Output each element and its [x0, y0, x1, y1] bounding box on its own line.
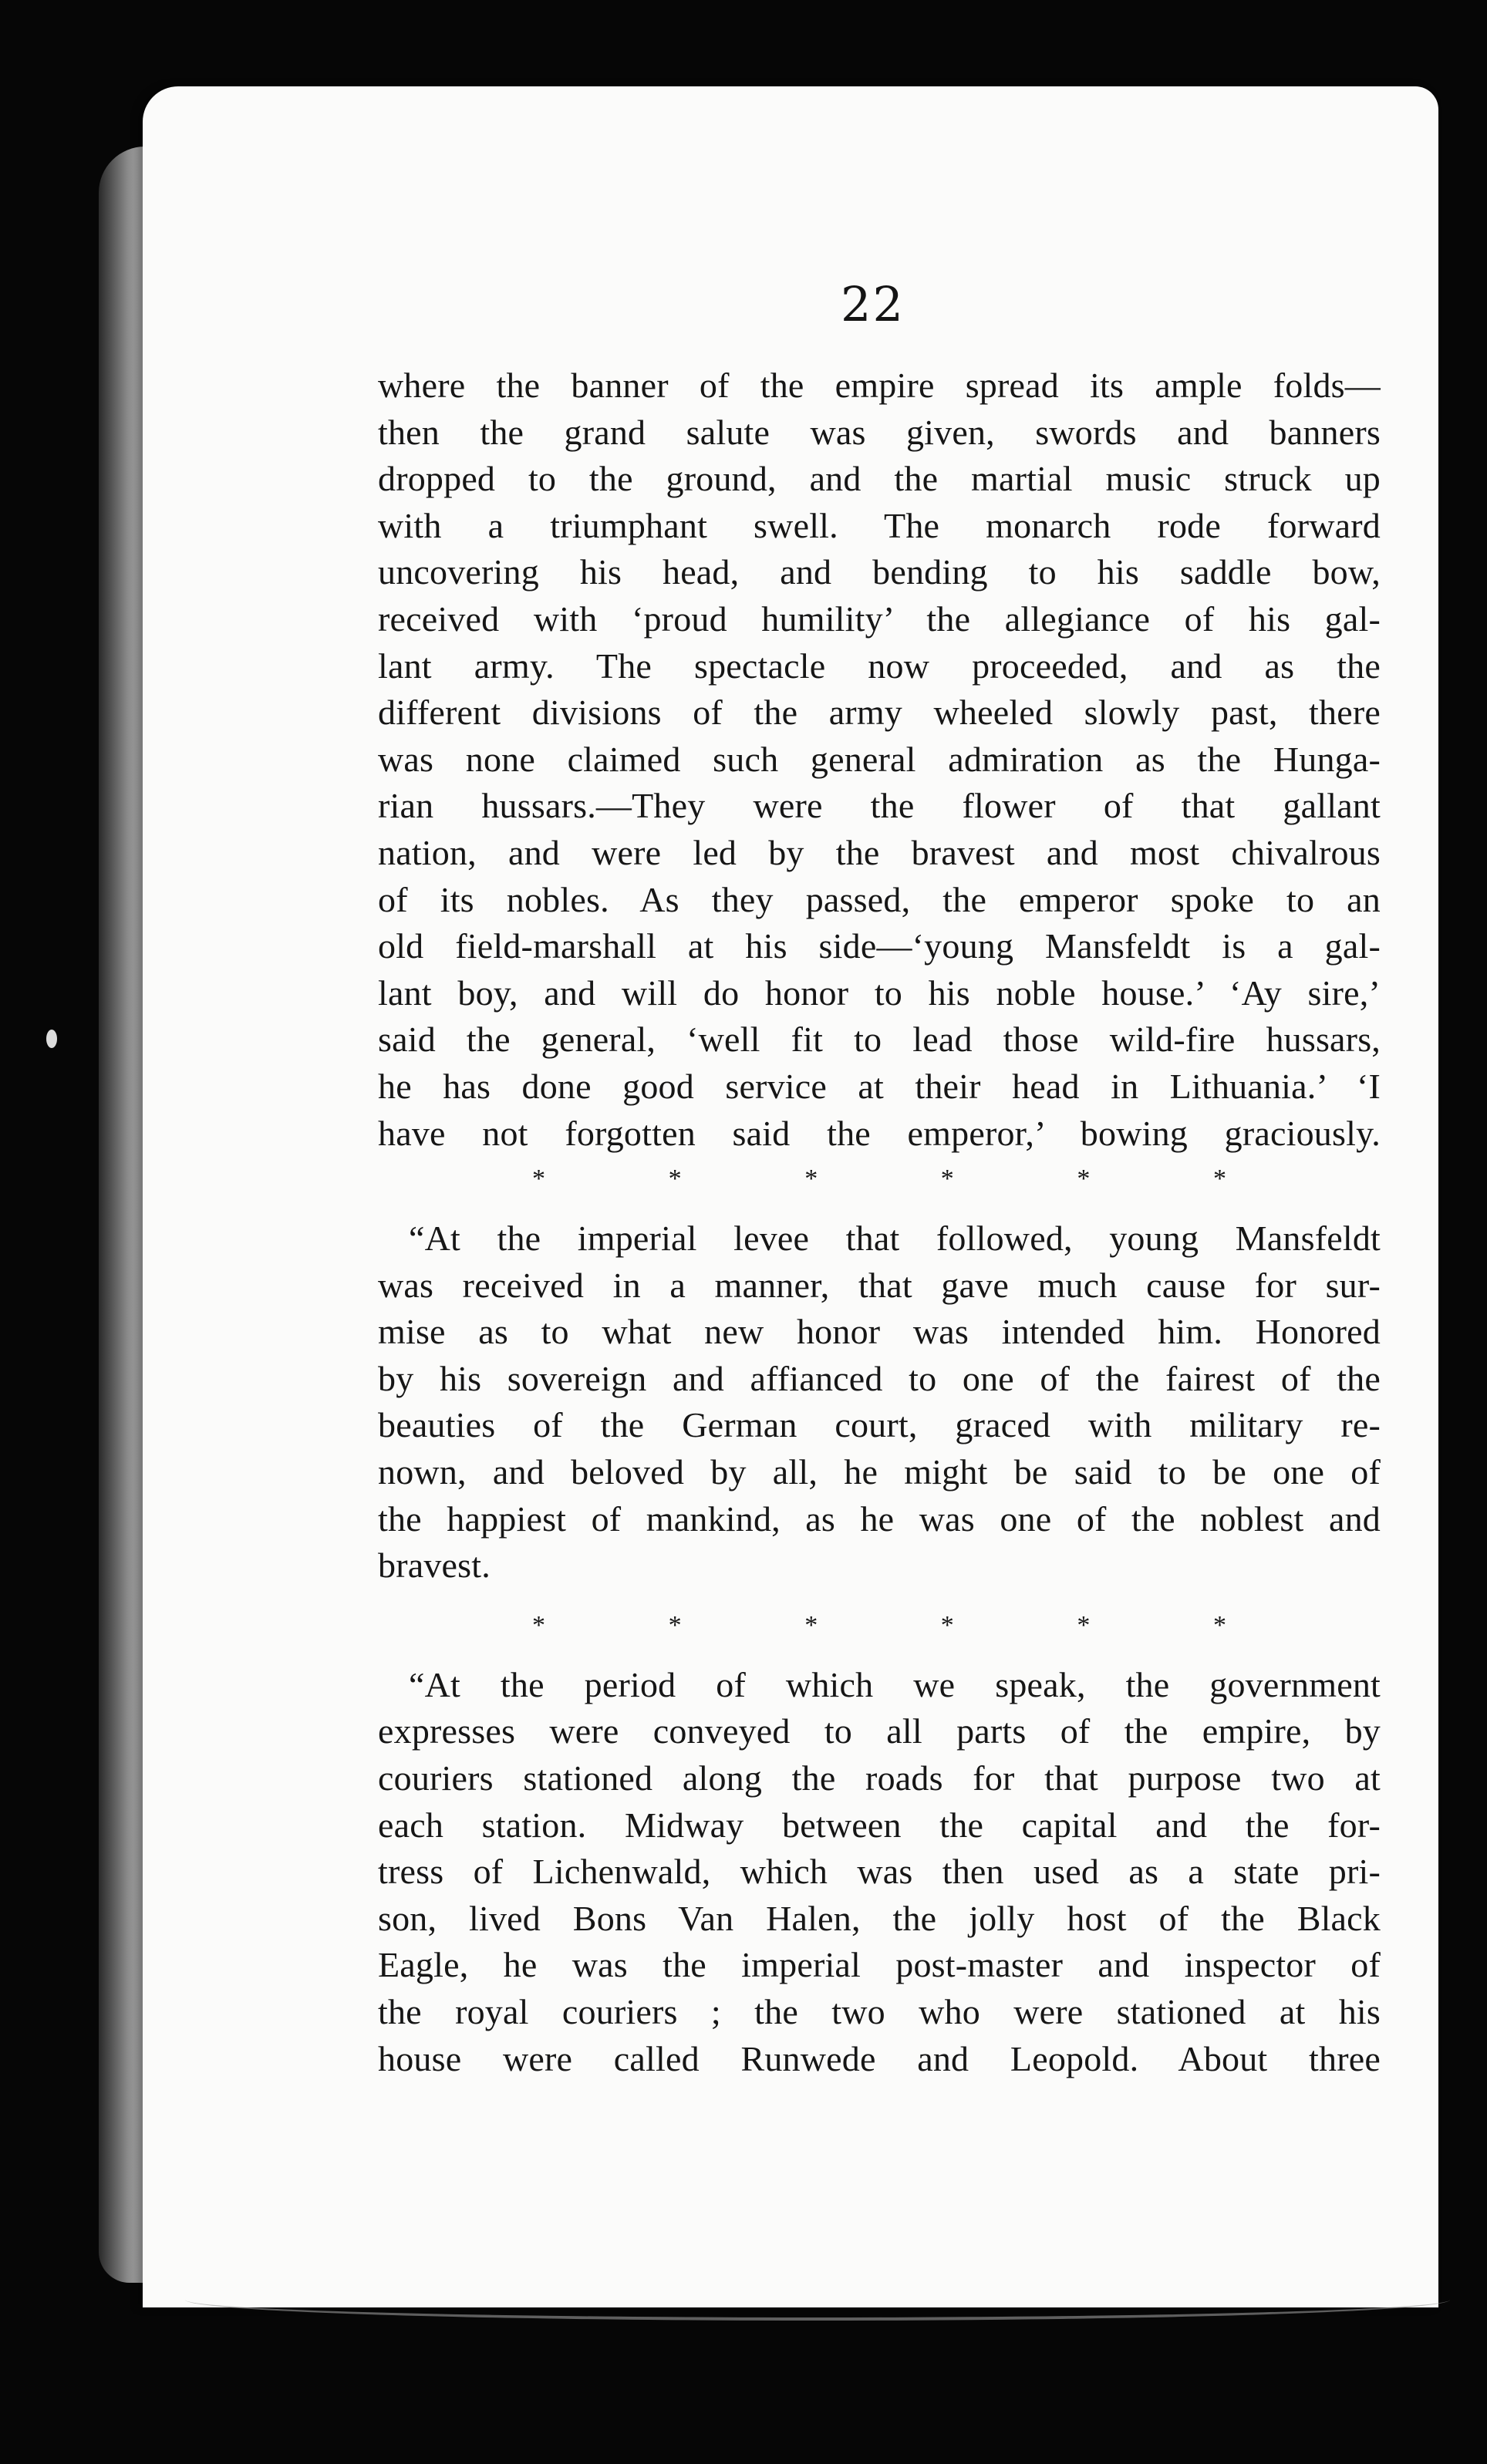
text-line: the happiest of mankind, as he was one of the noblest and	[378, 1498, 1381, 1539]
text-line: the royal couriers ; the two who were stationed at his	[378, 1992, 1381, 2031]
text-line: uncovering his head, and bending to his saddle bow,	[378, 552, 1381, 592]
text-line: son, lived Bons Van Halen, the jolly host of the Black	[378, 1898, 1381, 1938]
paragraph-2	[378, 1215, 1381, 1589]
text-line: lant boy, and will do honor to his noble house.’ ‘Ay sire,’	[378, 972, 1381, 1013]
text-line: couriers stationed along the roads for that purpose two at	[378, 1758, 1381, 1798]
text-line: rian hussars.—They were the flower of that gallant	[378, 786, 1381, 826]
text-line: mise as to what new honor was intended him. Honored	[378, 1312, 1381, 1352]
text-line: where the banner of the empire spread its ample folds—	[378, 366, 1381, 405]
text-line: old field-marshall at his side—‘young Mansfeldt is a gal-	[378, 926, 1381, 966]
separator-star: *	[1212, 1165, 1226, 1194]
separator-star: *	[804, 1610, 818, 1640]
text-line: dropped to the ground, and the martial music struck up	[378, 459, 1381, 499]
text-line: have not forgotten said the emperor,’ bowing graciously.	[378, 1113, 1381, 1153]
text-line: each station. Midway between the capital and the for-	[378, 1805, 1381, 1845]
text-line: by his sovereign and affianced to one of the fairest of the	[378, 1358, 1381, 1398]
text-line: was received in a manner, that gave much cause for sur-	[378, 1265, 1381, 1305]
page-number: 22	[841, 276, 905, 332]
separator-star: *	[532, 1610, 545, 1640]
paragraph-gap	[378, 1589, 1381, 1603]
text-line: of its nobles. As they passed, the emperor spoke to an	[378, 879, 1381, 919]
paragraph-gap	[378, 1202, 1381, 1215]
separator-star: *	[804, 1165, 818, 1194]
text-line: then the grand salute was given, swords and banners	[378, 412, 1381, 452]
text-line: expresses were conveyed to all parts of the empire, by	[378, 1711, 1381, 1751]
text-line: nation, and were led by the bravest and most chivalrous	[378, 832, 1381, 872]
text-line: nown, and beloved by all, he might be said to be one of	[378, 1452, 1381, 1492]
separator-star: *	[940, 1610, 954, 1640]
scan-speck	[46, 1030, 57, 1048]
text-line: with a triumphant swell. The monarch rode forward	[378, 505, 1381, 545]
text-line: Eagle, he was the imperial post-master and inspector of	[378, 1945, 1381, 1985]
separator-star: *	[668, 1610, 682, 1640]
text-line: lant army. The spectacle now proceeded, and as the	[378, 645, 1381, 686]
text-line: house were called Runwede and Leopold. About three	[378, 2038, 1381, 2078]
paragraph-1	[378, 362, 1381, 1157]
text-line: received with ‘proud humility’ the allegiance of his gal-	[378, 598, 1381, 639]
text-line: different divisions of the army wheeled slowly past, there	[378, 693, 1381, 733]
page-bottom-edge	[185, 2279, 1450, 2321]
paragraph-3	[378, 1662, 1381, 2082]
separator-star: *	[1077, 1165, 1091, 1194]
text-line: tress of Lichenwald, which was then used as a state pri-	[378, 1852, 1381, 1892]
text-line: bravest.	[378, 1545, 491, 1586]
text-line: “At the imperial levee that followed, young Mansfeldt	[409, 1219, 1381, 1259]
text-line: was none claimed such general admiration as the Hunga-	[378, 739, 1381, 779]
text-line: beauties of the German court, graced with military re-	[378, 1405, 1381, 1445]
body-text	[378, 362, 1381, 2082]
separator-star: *	[668, 1165, 682, 1194]
separator-star: *	[532, 1165, 545, 1194]
paragraph-gap	[378, 1648, 1381, 1662]
separator-stars-2	[378, 1603, 1381, 1648]
separator-stars-1	[378, 1157, 1381, 1202]
text-line: he has done good service at their head in Lithuania.’ ‘I	[378, 1066, 1381, 1106]
separator-star: *	[1212, 1610, 1226, 1640]
separator-star: *	[940, 1165, 954, 1194]
separator-star: *	[1077, 1610, 1091, 1640]
text-line: “At the period of which we speak, the government	[409, 1664, 1381, 1704]
text-line: said the general, ‘well fit to lead those wild-fire hussars,	[378, 1020, 1381, 1060]
